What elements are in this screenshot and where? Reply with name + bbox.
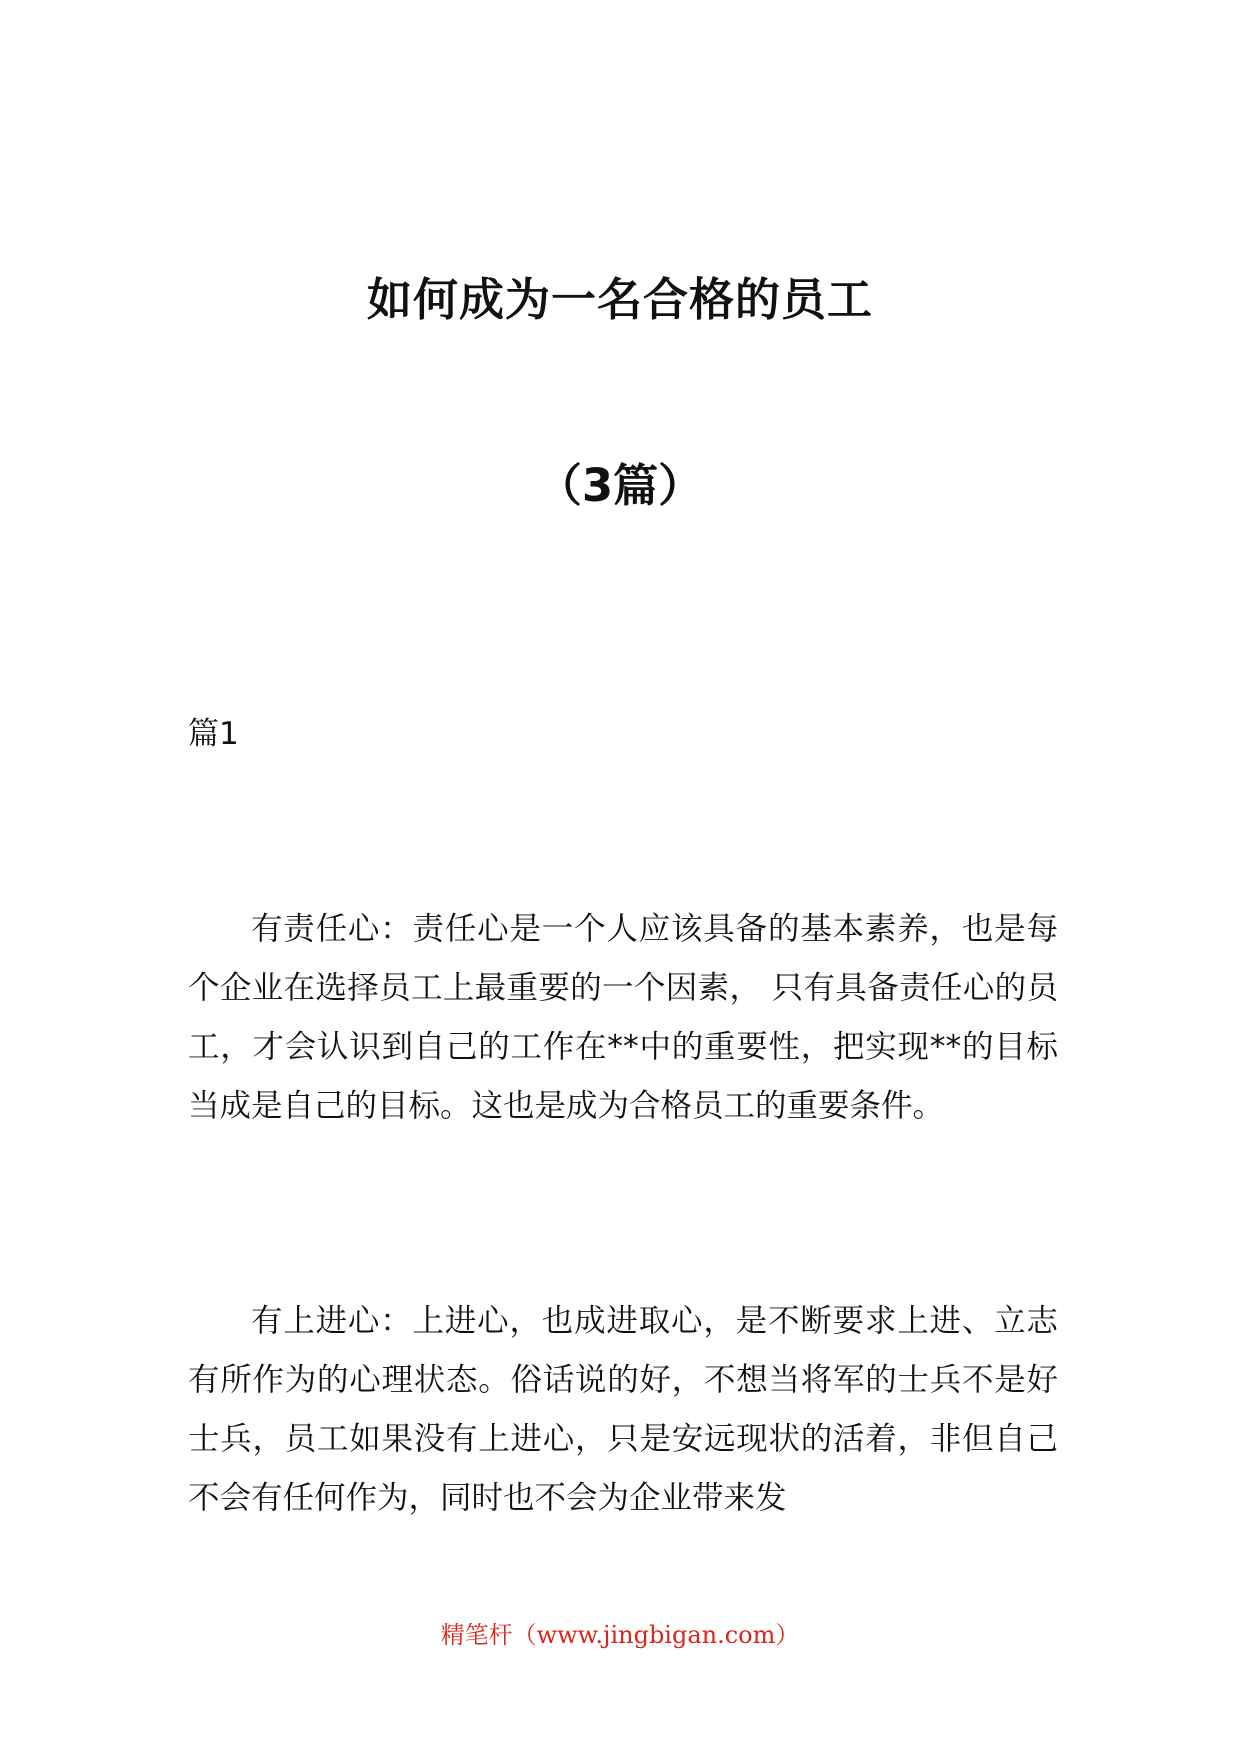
paragraph-responsibility: 有责任心：责任心是一个人应该具备的基本素养，也是每个企业在选择员工上最重要的一个因素， 只有具备责任心的员工，才会认识到自己的工作在**中的重要性，把实现**的目标当成是自己的目标。这也是成为合格员工的重要条件。 [188,911,1058,1124]
paragraph-ambition: 有上进心：上进心，也成进取心，是不断要求上进、立志有所作为的心理状态。俗话说的好，不想当将军的士兵不是好士兵，员工如果没有上进心，只是安远现状的活着，非但自己不会有任何作为，同时也不会为企业带来发 [188,1303,1058,1516]
section-label: 篇1 [188,716,239,752]
document-subtitle: （3篇） [536,459,704,512]
document-title: 如何成为一名合格的员工 [366,273,873,326]
footer-watermark-link[interactable]: 精笔杆（www.jingbigan.com） [440,1621,800,1649]
